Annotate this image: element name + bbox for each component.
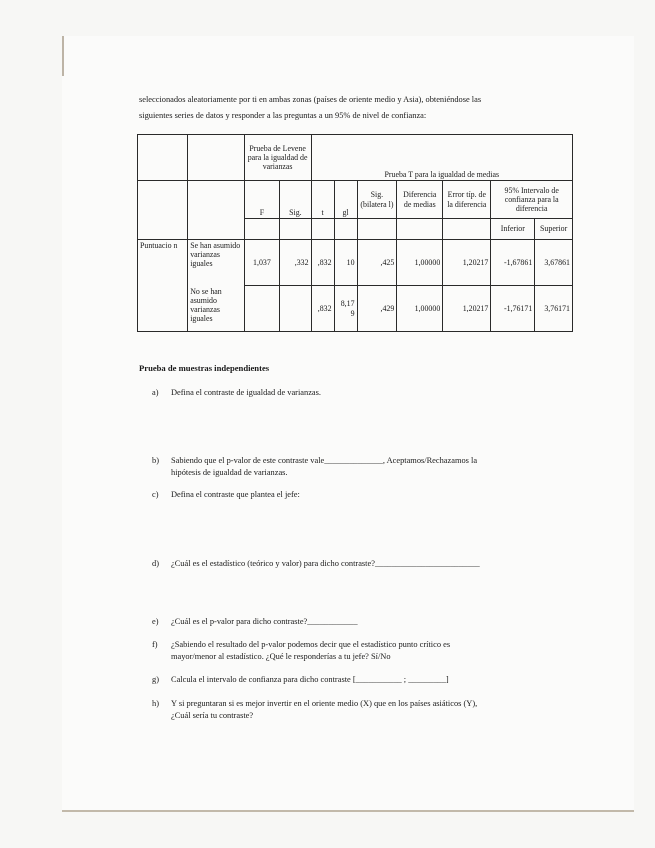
question-c — [152, 489, 532, 501]
question-text: Defina el contraste de igualdad de varianzas. — [171, 388, 321, 397]
question-f — [152, 639, 532, 663]
empty-sig — [280, 219, 311, 240]
question-text: Sabiendo que el p-valor de este contraste vale______________, Aceptamos/Rechazamos la — [171, 456, 478, 465]
cell-sig-bilateral-2: ,429 — [357, 286, 397, 332]
cell-sig: ,332 — [280, 240, 311, 286]
section-title: Prueba de muestras independientes — [139, 363, 270, 373]
cell-t: ,832 — [311, 240, 334, 286]
ttest-header: Prueba T para la igualdad de medias — [311, 135, 572, 181]
cell-diferencia: 1,00000 — [397, 240, 443, 286]
subheader-empty-1 — [138, 181, 188, 219]
intro-line-2: siguientes series de datos y responder a las preguntas a un 95% de nivel de confianza: — [139, 111, 427, 120]
question-label: f) — [152, 640, 158, 649]
col-intervalo-confianza: 95% Intervalo de confianza para la diferencia — [491, 181, 573, 219]
intro-paragraph — [139, 92, 539, 124]
cell-gl: 10 — [334, 240, 357, 286]
question-g — [152, 674, 532, 686]
cell-error: 1,20217 — [443, 240, 491, 286]
question-label: b) — [152, 456, 159, 465]
col-t: t — [311, 181, 334, 219]
question-label: c) — [152, 490, 159, 499]
question-h — [152, 698, 532, 722]
question-text: ¿Sabiendo el resultado del p-valor podemos decir que el estadístico punto crítico es — [171, 640, 451, 649]
col-inferior: Inferior — [491, 219, 535, 240]
page-edge-mark — [62, 36, 64, 76]
question-text: hipótesis de igualdad de varianzas. — [171, 468, 288, 477]
question-text: Defina el contraste que plantea el jefe: — [171, 490, 300, 499]
question-text: Calcula el intervalo de confianza para dicho contraste [___________ ; _________] — [171, 675, 449, 684]
empty-sig-bil — [357, 219, 397, 240]
row-variable-label: Puntuacio n — [138, 240, 188, 332]
question-label: a) — [152, 388, 159, 397]
question-e — [152, 616, 532, 628]
question-text: Y si preguntaran si es mejor invertir en el oriente medio (X) que en los países asiáticos (Y), — [171, 699, 478, 708]
cell-sig-2 — [280, 286, 311, 332]
independent-samples-test-table — [137, 134, 573, 332]
question-text: mayor/menor al estadístico. ¿Qué le responderías a tu jefe? Sí/No — [171, 652, 391, 661]
cell-superior-2: 3,76171 — [535, 286, 573, 332]
row-equal-var-label: Se han asumido varianzas iguales — [188, 240, 244, 286]
col-superior: Superior — [535, 219, 573, 240]
page-bottom-edge — [62, 810, 634, 812]
question-label: h) — [152, 699, 159, 708]
question-label: e) — [152, 617, 159, 626]
row-unequal-var-label: No se han asumido varianzas iguales — [188, 286, 244, 332]
intro-line-1: seleccionados aleatoriamente por ti en ambas zonas (países de oriente medio y Asia), obteniéndose las — [139, 95, 482, 104]
question-a — [152, 387, 532, 399]
col-diferencia-medias: Diferencia de medias — [397, 181, 443, 219]
cell-gl-2: 8,17 9 — [334, 286, 357, 332]
subheader-empty-4 — [188, 219, 244, 240]
header-empty-1 — [138, 135, 188, 181]
header-empty-2 — [188, 135, 244, 181]
question-text: ¿Cuál sería tu contraste? — [171, 711, 254, 720]
question-text: ¿Cuál es el p-valor para dicho contraste?____________ — [171, 617, 358, 626]
subheader-empty-3 — [138, 219, 188, 240]
cell-superior: 3,67861 — [535, 240, 573, 286]
question-label: d) — [152, 559, 159, 568]
cell-sig-bilateral: ,425 — [357, 240, 397, 286]
empty-gl — [334, 219, 357, 240]
cell-diferencia-2: 1,00000 — [397, 286, 443, 332]
cell-t-2: ,832 — [311, 286, 334, 332]
col-sig-bilateral: Sig. (bilatera l) — [357, 181, 397, 219]
cell-f: 1,037 — [244, 240, 280, 286]
col-sig: Sig. — [280, 181, 311, 219]
empty-dif — [397, 219, 443, 240]
col-f: F — [244, 181, 280, 219]
question-text: ¿Cuál es el estadístico (teórico y valor) para dicho contraste?_________________________ — [171, 559, 480, 568]
levene-header: Prueba de Levene para la igualdad de varianzas — [244, 135, 311, 181]
col-gl: gl — [334, 181, 357, 219]
col-error-tipico: Error típ. de la diferencia — [443, 181, 491, 219]
cell-error-2: 1,20217 — [443, 286, 491, 332]
cell-inferior-2: -1,76171 — [491, 286, 535, 332]
cell-f-2 — [244, 286, 280, 332]
question-label: g) — [152, 675, 159, 684]
question-b — [152, 455, 532, 479]
empty-t — [311, 219, 334, 240]
cell-inferior: -1,67861 — [491, 240, 535, 286]
question-d — [152, 558, 532, 570]
empty-f — [244, 219, 280, 240]
subheader-empty-2 — [188, 181, 244, 219]
empty-err — [443, 219, 491, 240]
